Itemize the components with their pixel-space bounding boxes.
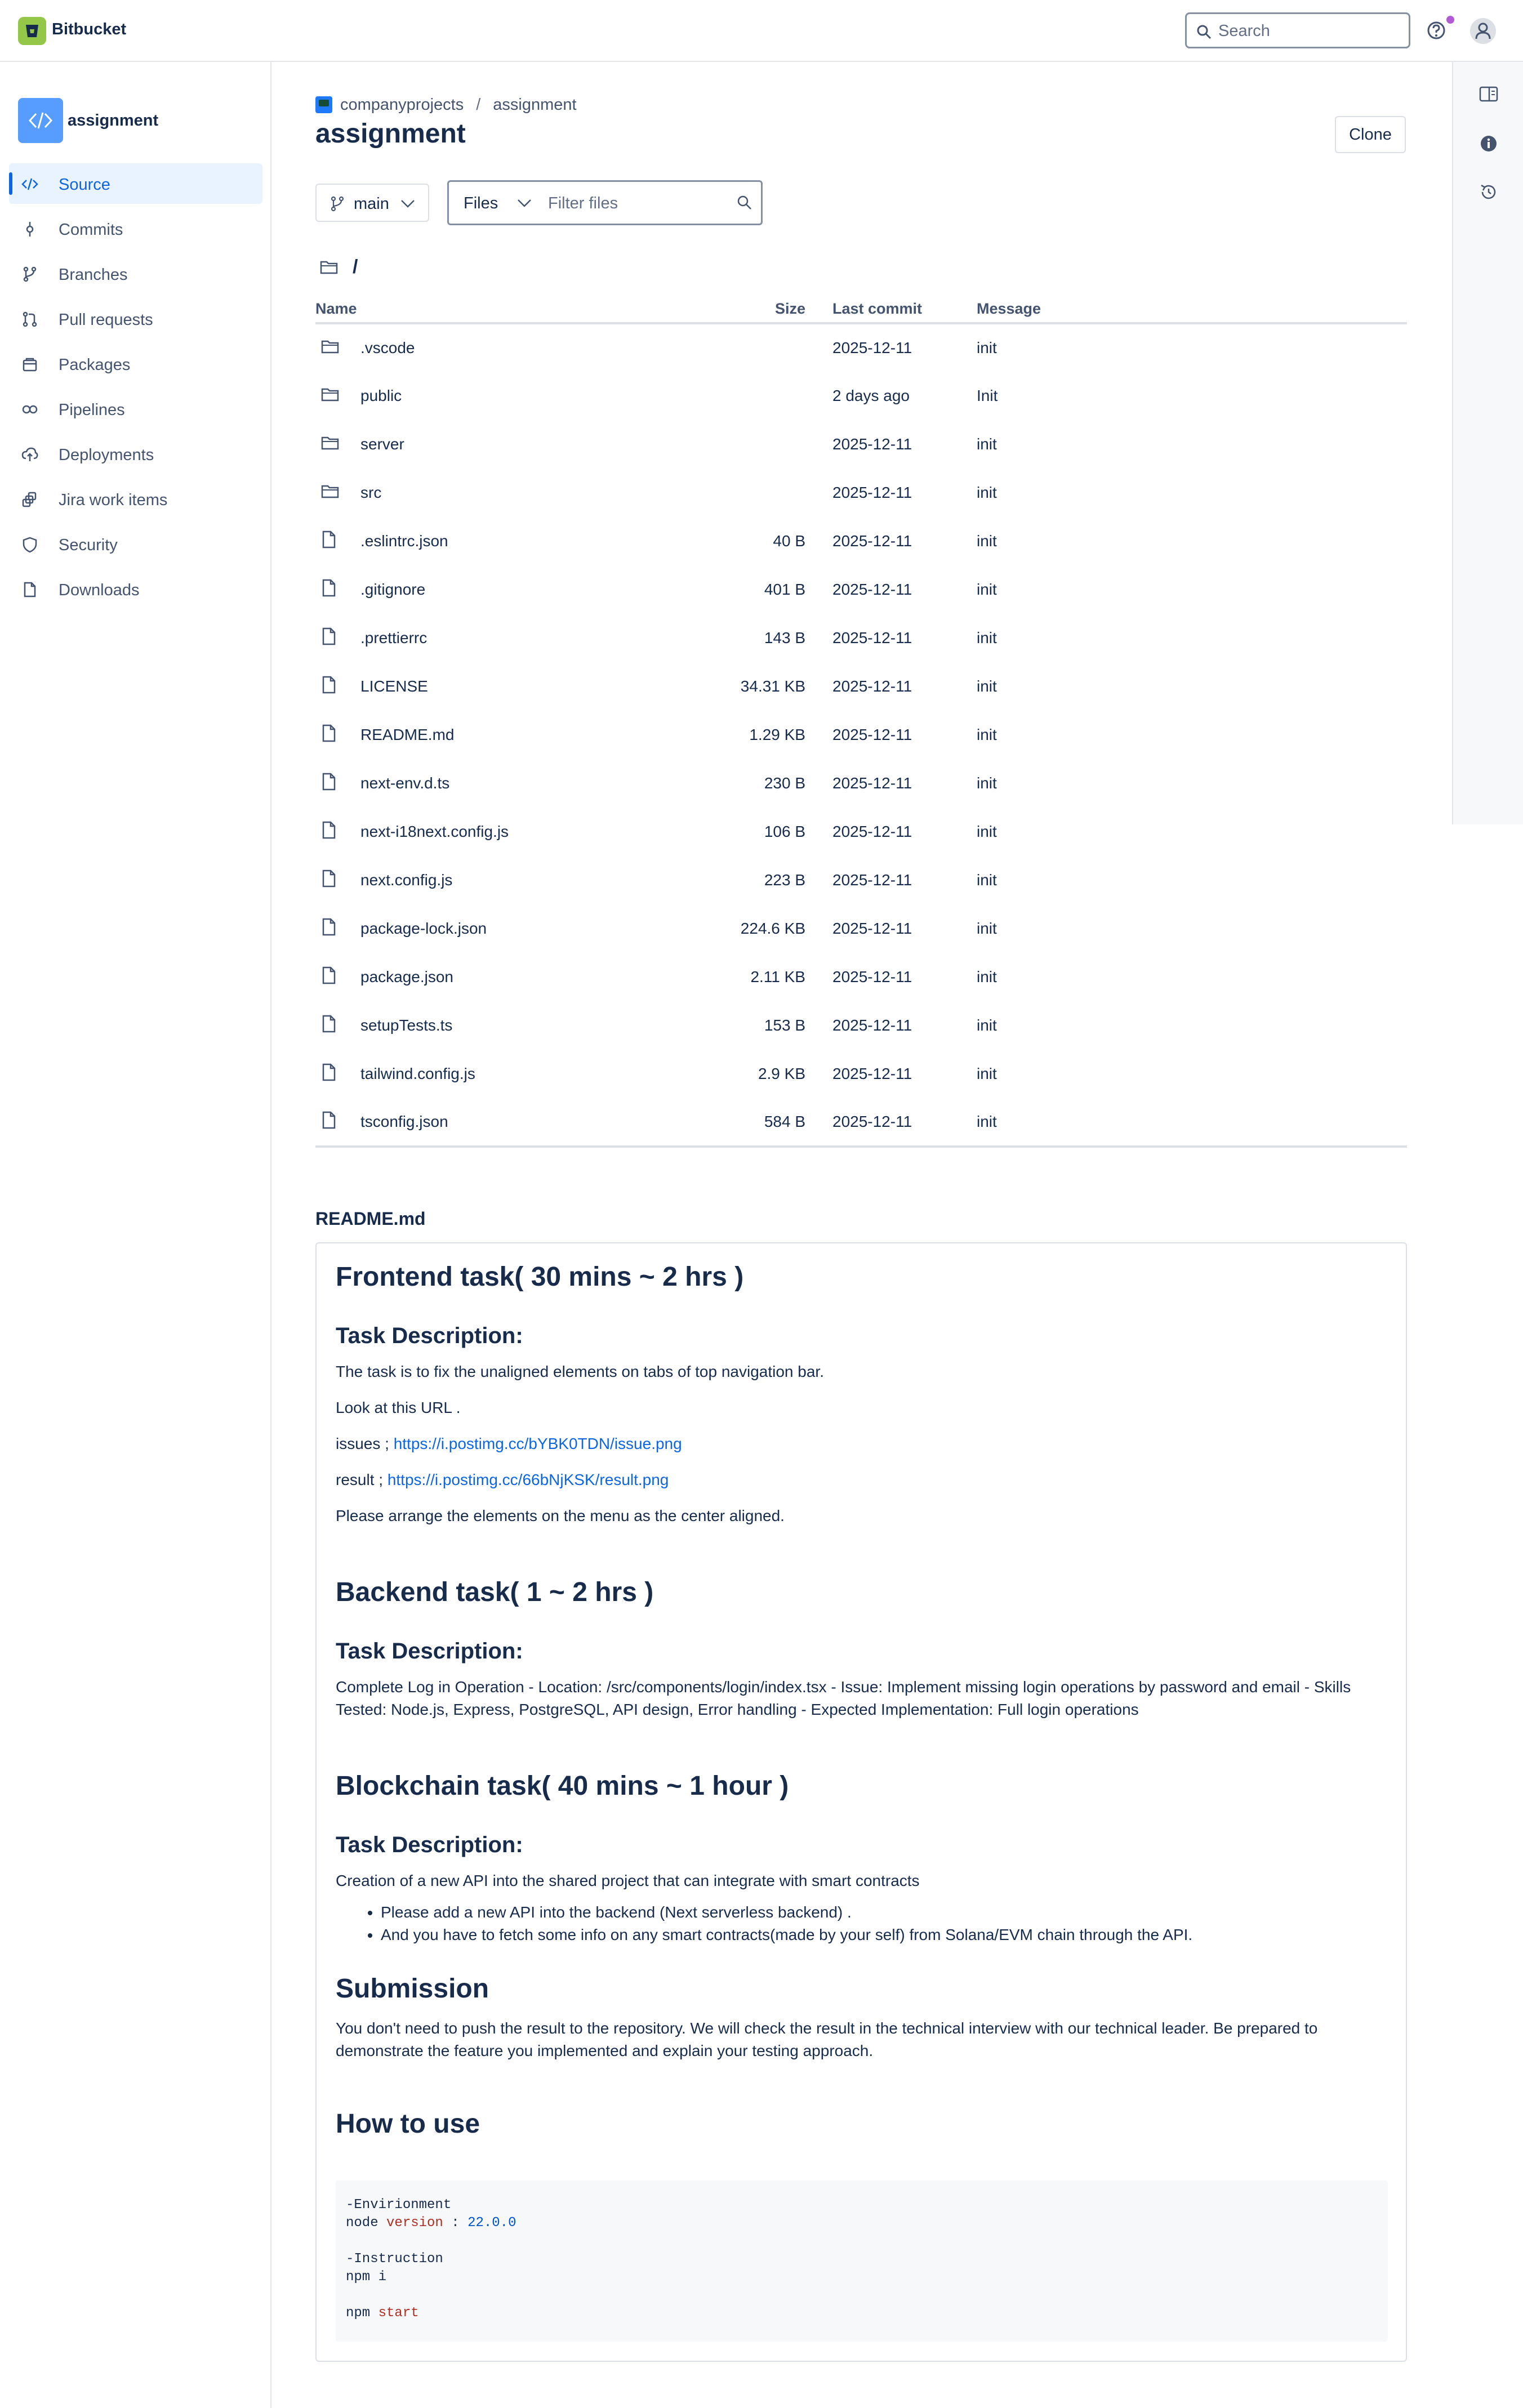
file-icon — [321, 1111, 337, 1133]
jira-icon — [21, 491, 38, 508]
last-commit-date: 2025-12-11 — [832, 726, 912, 743]
sidebar-item-commits[interactable] — [9, 208, 262, 249]
history-icon[interactable] — [1479, 182, 1498, 202]
last-commit-date: 2025-12-11 — [832, 435, 912, 453]
table-row[interactable] — [315, 1098, 1407, 1147]
file-icon — [321, 627, 337, 649]
file-name[interactable]: .gitignore — [360, 581, 426, 598]
column-header-name[interactable]: Name — [315, 295, 721, 323]
code-text: : — [443, 2215, 468, 2231]
table-row[interactable] — [315, 953, 1407, 1001]
split-view-icon[interactable] — [1479, 86, 1498, 102]
commit-message[interactable]: init — [977, 629, 997, 646]
sidebar-item-label: Deployments — [59, 446, 154, 464]
column-gap — [805, 953, 832, 1001]
breadcrumb-repo[interactable]: assignment — [493, 95, 577, 114]
file-icon — [321, 821, 337, 843]
frontend-paragraph-2: Look at this URL . — [336, 1399, 461, 1416]
commit-message[interactable]: init — [977, 581, 997, 598]
table-row[interactable] — [315, 808, 1407, 856]
pull-request-icon — [21, 311, 38, 328]
package-icon — [21, 356, 38, 373]
table-row[interactable] — [315, 904, 1407, 953]
folder-icon — [321, 386, 339, 406]
commit-message[interactable]: Init — [977, 387, 998, 404]
readme-filename: README.md — [315, 1209, 426, 1229]
sidebar-item-downloads[interactable] — [9, 569, 262, 609]
top-bar — [0, 0, 1523, 62]
file-table — [315, 295, 1407, 1148]
file-size: 401 B — [764, 581, 805, 598]
file-name[interactable]: server — [360, 435, 404, 453]
commit-message[interactable]: init — [977, 532, 997, 550]
file-size: 143 B — [764, 629, 805, 646]
column-gap — [805, 565, 832, 614]
table-row[interactable] — [315, 517, 1407, 565]
sidebar-item-security[interactable] — [9, 524, 262, 564]
frontend-task-description-heading: Task Description: — [336, 1323, 523, 1348]
code-number: 22.0.0 — [467, 2215, 516, 2231]
file-name[interactable]: next-env.d.ts — [360, 774, 450, 792]
sidebar-item-label: Pull requests — [59, 311, 153, 329]
column-gap — [805, 517, 832, 565]
file-size: 224.6 KB — [740, 920, 805, 937]
blockchain-bullet-list — [336, 1901, 1192, 1946]
commit-message[interactable]: init — [977, 968, 997, 986]
repo-name[interactable]: assignment — [68, 112, 159, 130]
commit-message[interactable]: init — [977, 823, 997, 840]
file-icon — [321, 724, 337, 746]
sidebar-item-label: Commits — [59, 221, 123, 239]
result-link[interactable]: https://i.postimg.cc/66bNjKSK/result.png — [387, 1471, 669, 1488]
sidebar-item-label: Jira work items — [59, 491, 168, 509]
last-commit-date: 2025-12-11 — [832, 1016, 912, 1034]
search-box[interactable] — [1185, 12, 1410, 48]
list-item: • And you have to fetch some info on any smart contracts(made by your self) from Solana/EVM chain through the API. — [381, 1924, 1192, 1946]
info-icon[interactable] — [1479, 134, 1498, 153]
how-to-use-heading: How to use — [336, 2109, 480, 2139]
column-gap — [805, 1001, 832, 1050]
backend-heading: Backend task( 1 ~ 2 hrs ) — [336, 1577, 654, 1607]
file-name[interactable]: LICENSE — [360, 677, 428, 695]
last-commit-date: 2025-12-11 — [832, 774, 912, 792]
issues-link[interactable]: https://i.postimg.cc/bYBK0TDN/issue.png — [393, 1435, 682, 1452]
column-gap — [805, 469, 832, 517]
chevron-down-icon — [400, 198, 416, 209]
commit-message[interactable]: init — [977, 435, 997, 453]
pipeline-icon — [21, 401, 38, 418]
column-gap — [805, 711, 832, 759]
code-line: -Envirionment — [346, 2197, 452, 2213]
folder-icon — [321, 338, 339, 358]
workspace-icon — [315, 96, 332, 113]
code-keyword: start — [378, 2306, 419, 2321]
commit-message[interactable]: init — [977, 774, 997, 792]
last-commit-date: 2025-12-11 — [832, 968, 912, 986]
bitbucket-logo-icon[interactable] — [18, 17, 46, 45]
sidebar-item-label: Pipelines — [59, 401, 125, 419]
search-input[interactable] — [1218, 21, 1399, 41]
clone-button[interactable]: Clone — [1335, 116, 1406, 153]
file-name[interactable]: next-i18next.config.js — [360, 823, 509, 840]
code-text: node — [346, 2215, 387, 2231]
filter-type-select[interactable]: Files — [464, 194, 498, 212]
table-row[interactable] — [315, 323, 1407, 372]
commit-message[interactable]: init — [977, 1098, 1407, 1147]
path-label: / — [353, 256, 358, 278]
file-name[interactable]: tailwind.config.js — [360, 1065, 475, 1082]
file-icon — [321, 918, 337, 940]
file-filter — [447, 180, 763, 225]
code-line: -Instruction — [346, 2251, 443, 2267]
file-name[interactable]: next.config.js — [360, 871, 453, 889]
page-title: assignment — [315, 119, 466, 149]
frontend-paragraph-1: The task is to fix the unaligned elements on tabs of top navigation bar. — [336, 1363, 824, 1380]
file-name[interactable]: tsconfig.json — [360, 1098, 721, 1147]
last-commit-date: 2 days ago — [832, 387, 910, 404]
table-row[interactable] — [315, 565, 1407, 614]
branch-selector[interactable] — [315, 184, 429, 222]
file-icon — [321, 579, 337, 601]
file-size: 2.11 KB — [750, 968, 805, 986]
sidebar-item-deployments[interactable] — [9, 434, 262, 474]
column-gap — [805, 372, 832, 420]
column-header-size[interactable]: Size — [721, 295, 805, 323]
commit-message[interactable]: init — [977, 920, 997, 937]
code-block — [336, 2180, 1388, 2342]
brand-name[interactable]: Bitbucket — [52, 20, 127, 38]
shield-icon — [21, 536, 38, 553]
commit-message[interactable]: init — [977, 484, 997, 501]
file-icon — [321, 773, 337, 795]
sidebar-item-pull-requests[interactable] — [9, 298, 262, 339]
blockchain-task-description-heading: Task Description: — [336, 1832, 523, 1857]
file-name[interactable]: .eslintrc.json — [360, 532, 448, 550]
sidebar-nav — [9, 163, 262, 614]
column-gap — [805, 904, 832, 953]
sidebar-item-pipelines[interactable] — [9, 389, 262, 429]
file-name[interactable]: public — [360, 387, 402, 404]
help-icon[interactable] — [1426, 20, 1446, 43]
commit-message[interactable]: init — [977, 1065, 997, 1082]
file-icon — [321, 869, 337, 891]
submission-heading: Submission — [336, 1974, 489, 2004]
file-size: 40 B — [773, 532, 805, 550]
file-size: 1.29 KB — [749, 726, 805, 743]
table-row[interactable] — [315, 711, 1407, 759]
last-commit-date: 2025-12-11 — [832, 677, 912, 695]
file-size: 223 B — [764, 871, 805, 889]
user-avatar-icon[interactable] — [1470, 18, 1496, 44]
file-name[interactable]: package-lock.json — [360, 920, 487, 937]
last-commit-date: 2025-12-11 — [832, 484, 912, 501]
frontend-paragraph-3: Please arrange the elements on the menu as the center aligned. — [336, 1507, 785, 1524]
file-name[interactable]: .vscode — [360, 339, 415, 356]
blockchain-paragraph: Creation of a new API into the shared project that can integrate with smart contracts — [336, 1872, 920, 1889]
last-commit-date: 2025-12-11 — [832, 1098, 977, 1147]
branch-name: main — [354, 195, 389, 213]
result-label: result ; — [336, 1471, 388, 1488]
column-gap — [805, 662, 832, 711]
frontend-heading: Frontend task( 30 mins ~ 2 hrs ) — [336, 1262, 744, 1292]
search-icon — [1196, 24, 1213, 41]
commit-icon — [21, 221, 38, 238]
file-size — [721, 323, 805, 372]
code-keyword: version — [386, 2215, 443, 2231]
search-icon — [736, 194, 753, 211]
commit-message[interactable]: init — [977, 677, 997, 695]
column-header-message[interactable]: Message — [977, 295, 1407, 323]
folder-icon — [321, 483, 339, 503]
column-gap — [805, 323, 832, 372]
table-row[interactable] — [315, 420, 1407, 469]
branch-icon — [21, 266, 38, 283]
table-row[interactable] — [315, 856, 1407, 904]
file-size — [721, 420, 805, 469]
code-icon — [21, 176, 38, 193]
sidebar — [0, 62, 271, 2408]
table-row[interactable] — [315, 469, 1407, 517]
breadcrumb-separator: / — [476, 95, 481, 114]
last-commit-date: 2025-12-11 — [832, 532, 912, 550]
commit-message[interactable]: init — [977, 339, 997, 356]
column-gap — [805, 295, 832, 323]
readme-panel — [315, 1242, 1407, 2362]
result-line — [336, 1469, 1389, 1491]
blockchain-heading: Blockchain task( 40 mins ~ 1 hour ) — [336, 1771, 789, 1801]
file-icon — [321, 530, 337, 552]
breadcrumb — [315, 93, 577, 116]
file-icon — [321, 1015, 337, 1037]
table-row[interactable] — [315, 1050, 1407, 1098]
folder-icon — [321, 435, 339, 454]
code-text: npm — [346, 2306, 378, 2321]
table-row[interactable] — [315, 759, 1407, 808]
notification-dot — [1446, 16, 1454, 24]
file-size: 153 B — [764, 1016, 805, 1034]
last-commit-date: 2025-12-11 — [832, 871, 912, 889]
file-name[interactable]: README.md — [360, 726, 455, 743]
issues-line — [336, 1433, 1389, 1455]
file-size: 584 B — [721, 1098, 805, 1147]
column-gap — [805, 614, 832, 662]
file-name[interactable]: package.json — [360, 968, 454, 986]
sidebar-item-label: Branches — [59, 266, 128, 284]
list-item: • Please add a new API into the backend (Next serverless backend) . — [381, 1901, 1192, 1924]
folder-icon — [320, 259, 338, 275]
sidebar-item-branches[interactable] — [9, 253, 262, 294]
commit-message[interactable]: init — [977, 871, 997, 889]
last-commit-date: 2025-12-11 — [832, 1065, 912, 1082]
sidebar-item-label: Downloads — [59, 581, 140, 599]
last-commit-date: 2025-12-11 — [832, 581, 912, 598]
last-commit-date: 2025-12-11 — [832, 920, 912, 937]
table-row[interactable] — [315, 662, 1407, 711]
file-icon — [321, 676, 337, 698]
branch-icon — [330, 196, 345, 212]
table-row[interactable] — [315, 614, 1407, 662]
sidebar-item-packages[interactable] — [9, 344, 262, 384]
file-size: 230 B — [764, 774, 805, 792]
column-gap — [805, 1098, 832, 1147]
last-commit-date: 2025-12-11 — [832, 629, 912, 646]
column-gap — [805, 420, 832, 469]
file-name[interactable]: src — [360, 484, 382, 501]
commit-message[interactable]: init — [977, 726, 997, 743]
commit-message[interactable]: init — [977, 1016, 997, 1034]
issues-label: issues ; — [336, 1435, 394, 1452]
column-gap — [805, 1050, 832, 1098]
file-size: 2.9 KB — [758, 1065, 805, 1082]
table-row[interactable] — [315, 372, 1407, 420]
file-size: 34.31 KB — [740, 677, 805, 695]
repo-avatar[interactable] — [18, 98, 63, 143]
sidebar-item-label: Source — [59, 176, 110, 194]
backend-paragraph: Complete Log in Operation - Location: /src/components/login/index.tsx - Issue: Implement missing login operations by password and email - Skills Tested: Node.js, Express, PostgreSQL, API design, Error handling - Expected Implementation: Full login operations — [336, 1678, 1351, 1718]
file-name[interactable]: .prettierrc — [360, 629, 427, 646]
file-size — [721, 372, 805, 420]
code-line: npm i — [346, 2269, 387, 2285]
current-path — [315, 256, 358, 278]
sidebar-item-label: Security — [59, 536, 118, 554]
deployment-icon — [21, 446, 38, 463]
right-panel — [1452, 62, 1523, 824]
column-gap — [805, 856, 832, 904]
filter-files-input[interactable] — [548, 193, 728, 213]
file-size — [721, 469, 805, 517]
download-icon — [21, 581, 38, 598]
last-commit-date: 2025-12-11 — [832, 823, 912, 840]
submission-paragraph: You don't need to push the result to the repository. We will check the result in the technical interview with our technical leader. Be prepared to demonstrate the feature you implemented and explain your testing approach. — [336, 2019, 1318, 2059]
sidebar-item-source[interactable] — [9, 163, 262, 204]
chevron-down-icon[interactable] — [516, 198, 532, 209]
sidebar-item-label: Packages — [59, 356, 131, 374]
file-icon — [321, 966, 337, 988]
sidebar-item-jira-work-items[interactable] — [9, 479, 262, 519]
table-row[interactable] — [315, 1001, 1407, 1050]
column-gap — [805, 808, 832, 856]
breadcrumb-workspace[interactable]: companyprojects — [340, 95, 464, 114]
column-header-last-commit[interactable]: Last commit — [832, 295, 977, 323]
last-commit-date: 2025-12-11 — [832, 339, 912, 356]
file-name[interactable]: setupTests.ts — [360, 1016, 453, 1034]
column-gap — [805, 759, 832, 808]
backend-task-description-heading: Task Description: — [336, 1639, 523, 1664]
file-size: 106 B — [764, 823, 805, 840]
file-icon — [321, 1063, 337, 1085]
